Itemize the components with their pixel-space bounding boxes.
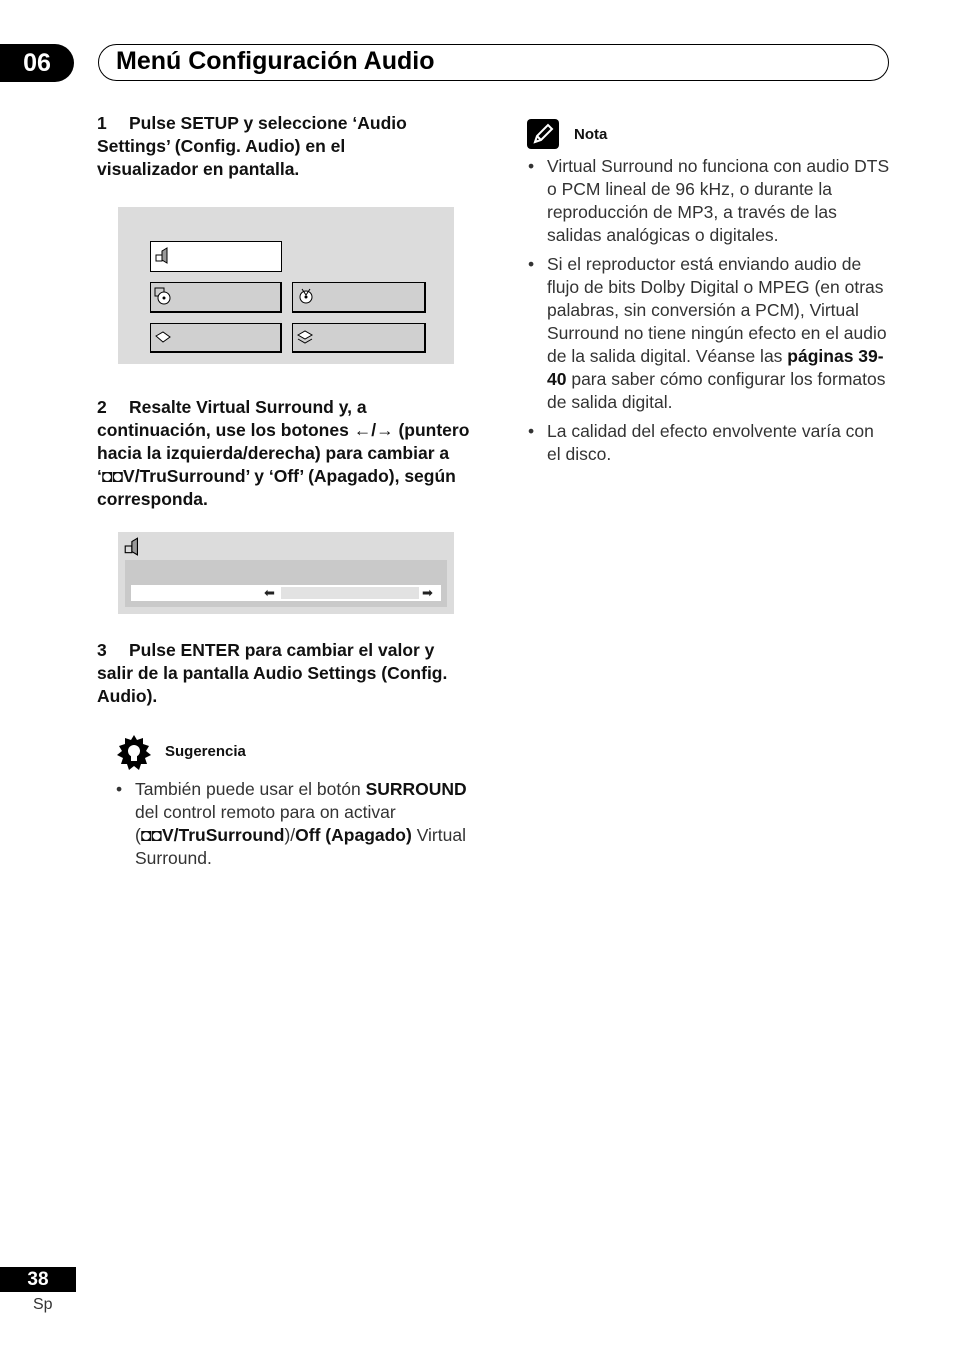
initial-settings-tab[interactable] bbox=[292, 323, 426, 353]
title-box bbox=[98, 44, 889, 81]
page-number: 38 bbox=[0, 1267, 76, 1292]
right-arrow-icon[interactable]: ➡ bbox=[422, 585, 433, 600]
initial-settings-icon bbox=[296, 328, 314, 346]
step-text-c: V/TruSurround’ y ‘Off’ (Apagado), según corresponda. bbox=[97, 466, 456, 509]
note-label: Nota bbox=[574, 126, 608, 143]
trusurround-label: V/TruSurround bbox=[161, 825, 285, 845]
step-2 bbox=[97, 396, 477, 511]
note-text: Virtual Surround no funciona con audio DTS o PCM lineal de 96 kHz, o durante la reproducción de MP3, a través de las salidas analógicas o digitales. bbox=[547, 156, 890, 245]
step-number: 3 bbox=[97, 640, 107, 660]
video-settings-tab[interactable] bbox=[150, 282, 282, 313]
tip-text: Virtual Surround. bbox=[135, 825, 466, 868]
step-text: Pulse SETUP y seleccione ‘Audio Settings’ (Config. Audio) en el visualizador en pantalla. bbox=[97, 113, 407, 179]
note-item bbox=[528, 420, 890, 466]
language-code: Sp bbox=[33, 1296, 53, 1313]
page-reference: páginas 39-40 bbox=[547, 346, 884, 389]
tip-text: del control remoto para on activar ( bbox=[135, 802, 396, 845]
left-arrow-icon[interactable]: ⬅ bbox=[264, 585, 275, 600]
off-label: Off (Apagado) bbox=[295, 825, 412, 845]
virtual-surround-row[interactable] bbox=[131, 585, 441, 601]
step-text-a: Resalte Virtual Surround y, a continuación, use los botones bbox=[97, 397, 367, 440]
video-icon bbox=[154, 287, 172, 305]
setup-menu-screen bbox=[118, 207, 454, 364]
step-text: Pulse ENTER para cambiar el valor y salir de la pantalla Audio Settings (Config. Audio). bbox=[97, 640, 448, 706]
audio-icon bbox=[123, 536, 143, 556]
audio-icon bbox=[154, 246, 172, 264]
note-text: Si el reproductor está enviando audio de flujo de bits Dolby Digital o MPEG (en otras palabras, sin conversión a PCM), Virtual Surround no tiene ningún efecto en el audio de la salida digital. Véanse las bbox=[547, 254, 887, 366]
note-body bbox=[528, 155, 890, 472]
tip-text: También puede usar el botón bbox=[135, 779, 366, 799]
step-3 bbox=[97, 639, 467, 708]
step-1 bbox=[97, 112, 447, 181]
tip-text: )/ bbox=[284, 825, 296, 845]
tip-label: Sugerencia bbox=[165, 743, 246, 760]
lightbulb-icon bbox=[114, 734, 154, 772]
chapter-number-tab: 06 bbox=[0, 44, 74, 82]
note-text: para saber cómo configurar los formatos de salida digital. bbox=[547, 369, 886, 412]
general-icon bbox=[154, 328, 172, 346]
step-number: 2 bbox=[97, 397, 107, 417]
surround-button-name: SURROUND bbox=[365, 779, 467, 799]
tip-body bbox=[116, 778, 476, 876]
language-settings-tab[interactable] bbox=[292, 282, 426, 313]
page-title: Menú Configuración Audio bbox=[116, 47, 435, 75]
audio-settings-tab[interactable] bbox=[150, 241, 282, 272]
note-item bbox=[528, 155, 890, 247]
arrow-buttons-symbol: ←/→ bbox=[353, 420, 394, 440]
general-settings-tab[interactable] bbox=[150, 323, 282, 353]
note-text: La calidad del efecto envolvente varía con el disco. bbox=[547, 421, 874, 464]
step-text-b: (puntero hacia la izquierda/derecha) para cambiar a ‘ bbox=[97, 420, 470, 486]
dolby-logo-glyph: ◘◘ bbox=[101, 466, 124, 486]
tip-item bbox=[116, 778, 476, 870]
audio-settings-screen bbox=[118, 532, 454, 614]
setting-value-box bbox=[281, 587, 419, 599]
note-item bbox=[528, 253, 890, 414]
dolby-logo-glyph: ◘◘ bbox=[140, 825, 162, 845]
setting-row-panel bbox=[125, 560, 447, 607]
pencil-note-icon bbox=[527, 119, 559, 149]
language-icon bbox=[296, 287, 314, 305]
step-number: 1 bbox=[97, 113, 107, 133]
